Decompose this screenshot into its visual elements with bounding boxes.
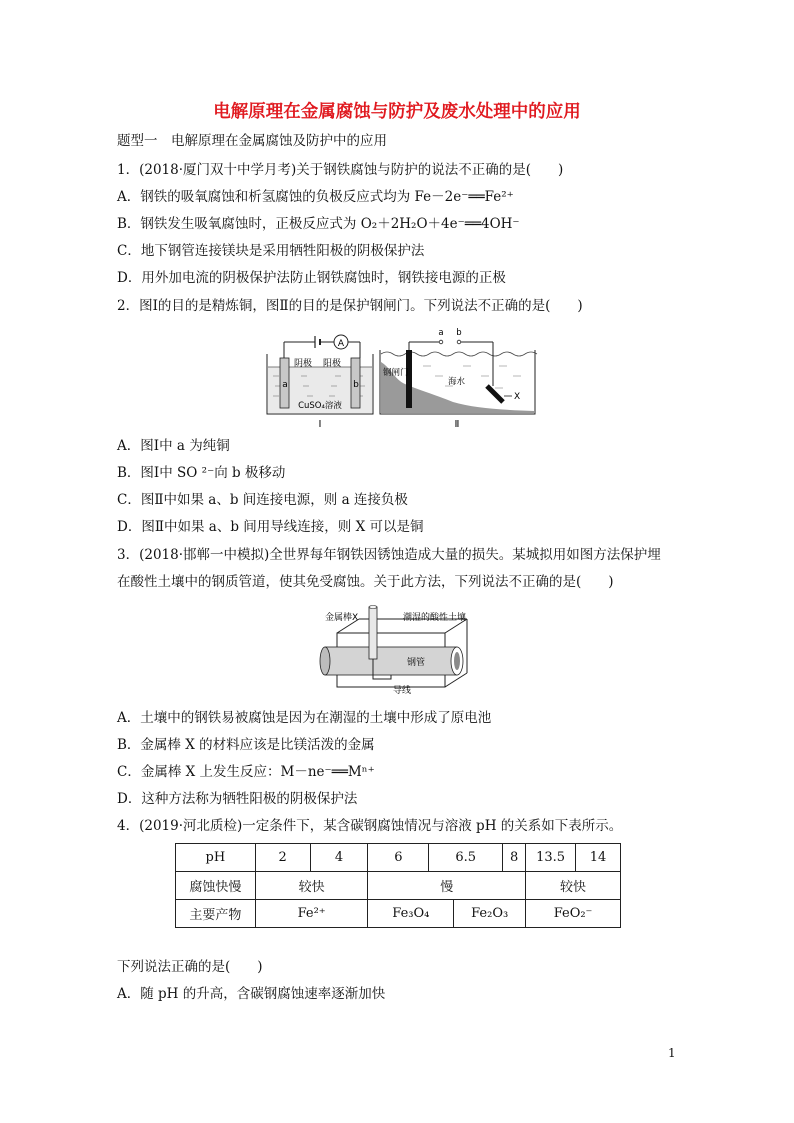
table-cell: 主要产物 bbox=[176, 900, 256, 928]
gate-label: 钢闸门 bbox=[383, 368, 409, 378]
table-cell: 较快 bbox=[526, 872, 621, 900]
table-cell: Fe₃O₄ bbox=[368, 900, 454, 928]
q2-option-d: D．图Ⅱ中如果 a、b 间用导线连接，则 X 可以是铜 bbox=[117, 519, 424, 535]
table-cell: pH bbox=[176, 844, 256, 872]
table-cell: Fe₂O₃ bbox=[454, 900, 526, 928]
metal-x bbox=[487, 386, 503, 402]
ammeter-label: A bbox=[337, 339, 345, 349]
table-cell: Fe²⁺ bbox=[255, 900, 368, 928]
q1-option-d: D．用外加电流的阴极保护法防止钢铁腐蚀时，钢铁接电源的正极 bbox=[117, 270, 506, 286]
figure-1-label: Ⅰ bbox=[318, 419, 322, 430]
table-cell: 4 bbox=[310, 844, 368, 872]
table-cell: 腐蚀快慢 bbox=[176, 872, 256, 900]
table-cell: 2 bbox=[255, 844, 310, 872]
steel-pipe bbox=[325, 647, 457, 675]
seawater-label: 海水 bbox=[448, 377, 466, 387]
ph-corrosion-table bbox=[175, 843, 621, 928]
q3-stem-line-1: 3．(2018·邯郸一中模拟)全世界每年钢铁因锈蚀造成大量的损失。某城拟用如图方法保护埋 bbox=[117, 547, 661, 563]
q3-option-a: A．土壤中的钢铁易被腐蚀是因为在潮湿的土壤中形成了原电池 bbox=[117, 710, 492, 726]
page-number: 1 bbox=[668, 1046, 676, 1060]
q3-option-c: C．金属棒 X 上发生反应：M－ne⁻══Mⁿ⁺ bbox=[117, 764, 375, 780]
table-cell: 8 bbox=[503, 844, 526, 872]
figure-2-label: Ⅱ bbox=[454, 419, 460, 430]
figure-2-gate bbox=[380, 328, 537, 430]
metal-rod-x bbox=[369, 607, 377, 659]
table-row bbox=[176, 900, 621, 928]
table-cell: FeO₂⁻ bbox=[526, 900, 621, 928]
table-cell: 6.5 bbox=[429, 844, 503, 872]
q2-option-b: B．图Ⅰ中 SO ²⁻向 b 极移动 bbox=[117, 465, 286, 481]
q4-question: 下列说法正确的是( ) bbox=[117, 959, 263, 975]
table-cell: 6 bbox=[368, 844, 429, 872]
pipe-label: 钢管 bbox=[407, 658, 426, 668]
table-cell: 慢 bbox=[368, 872, 526, 900]
terminal-a-label: a bbox=[438, 328, 444, 338]
q3-option-d: D．这种方法称为牺牲阳极的阴极保护法 bbox=[117, 791, 358, 807]
q3-option-b: B．金属棒 X 的材料应该是比镁活泼的金属 bbox=[117, 737, 375, 753]
q1-option-b: B．钢铁发生吸氧腐蚀时，正极反应式为 O₂＋2H₂O＋4e⁻══4OH⁻ bbox=[117, 216, 520, 232]
electrode-a-label: a bbox=[282, 380, 288, 390]
table-cell: 较快 bbox=[255, 872, 368, 900]
q2-stem: 2．图Ⅰ的目的是精炼铜，图Ⅱ的目的是保护钢闸门。下列说法不正确的是( ) bbox=[117, 298, 583, 314]
table-row bbox=[176, 872, 621, 900]
q1-stem: 1．(2018·厦门双十中学月考)关于钢铁腐蚀与防护的说法不正确的是( ) bbox=[117, 162, 564, 178]
terminal-b-label: b bbox=[456, 328, 462, 338]
solution-label: CuSO₄溶液 bbox=[298, 401, 342, 411]
q2-option-c: C．图Ⅱ中如果 a、b 间连接电源，则 a 连接负极 bbox=[117, 492, 408, 508]
metal-x-label: X bbox=[514, 392, 521, 402]
figure-1-cell bbox=[267, 335, 373, 430]
electrode-b-label: b bbox=[353, 380, 359, 390]
steel-gate bbox=[406, 350, 412, 408]
rod-label: 金属棒X bbox=[325, 613, 359, 623]
table-cell: 14 bbox=[576, 844, 621, 872]
q3-figure bbox=[315, 603, 475, 695]
table-row bbox=[176, 844, 621, 872]
q1-option-c: C．地下钢管连接镁块是采用牺牲阳极的阴极保护法 bbox=[117, 243, 425, 259]
q3-stem-line-2: 在酸性土壤中的钢质管道，使其免受腐蚀。关于此方法，下列说法不正确的是( ) bbox=[117, 574, 614, 590]
table-cell: 13.5 bbox=[526, 844, 576, 872]
soil-label: 潮湿的酸性土壤 bbox=[403, 613, 467, 623]
wire-label: 导线 bbox=[393, 686, 412, 695]
page-title: 电解原理在金属腐蚀与防护及废水处理中的应用 bbox=[213, 102, 581, 122]
q2-option-a: A．图Ⅰ中 a 为纯铜 bbox=[117, 438, 230, 454]
q4-option-a: A．随 pH 的升高，含碳钢腐蚀速率逐渐加快 bbox=[117, 986, 386, 1002]
anode-label: 阳极 bbox=[323, 359, 342, 369]
cathode-label: 阴极 bbox=[294, 359, 313, 369]
q4-stem: 4．(2019·河北质检)一定条件下，某含碳钢腐蚀情况与溶液 pH 的关系如下表所示。 bbox=[117, 818, 623, 834]
section-heading: 题型一 电解原理在金属腐蚀及防护中的应用 bbox=[117, 133, 387, 149]
q1-option-a: A．钢铁的吸氧腐蚀和析氢腐蚀的负极反应式均为 Fe－2e⁻══Fe²⁺ bbox=[117, 189, 514, 205]
q2-figure bbox=[263, 322, 538, 432]
